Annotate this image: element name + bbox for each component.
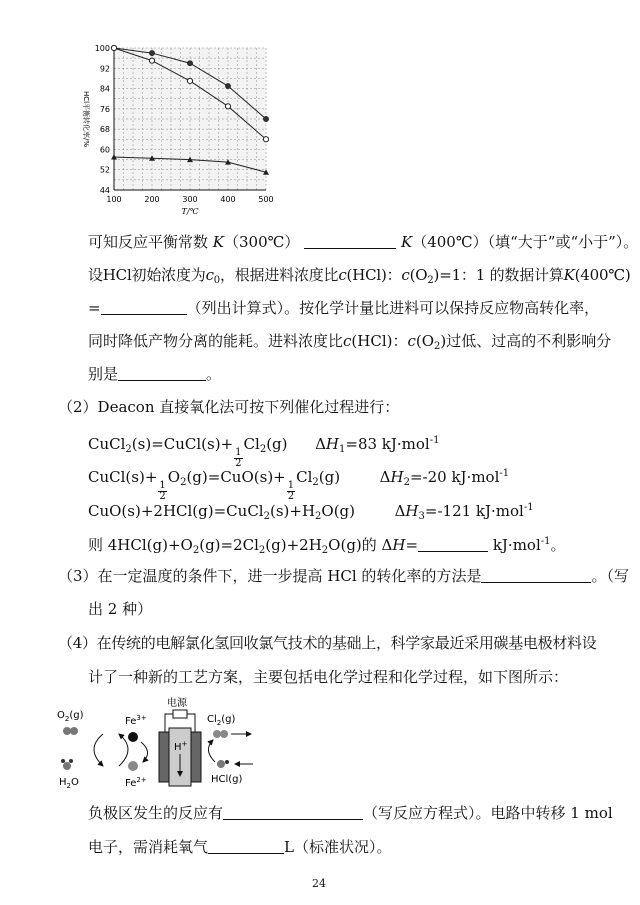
data-point [187, 78, 192, 83]
eq-text: 。 [550, 536, 566, 554]
answer-blank[interactable] [304, 234, 396, 249]
eq-sub: 2 [125, 444, 132, 455]
cl2-molecule-icon [220, 730, 228, 738]
data-point [225, 83, 230, 88]
q1-text: (HCl)： [346, 266, 402, 284]
data-point [263, 137, 268, 142]
electrolysis-diagram [55, 694, 275, 794]
q1-text: )过低、过高的不利影响分 [440, 332, 612, 350]
q1-text: 。 [206, 365, 222, 383]
frac-num: 1 [235, 447, 242, 458]
q1-line-4 [88, 331, 611, 357]
q1-text: 同时降低产物分离的能耗。进料浓度比 [88, 332, 344, 350]
q3-text: （3）在一定温度的条件下，进一步提高 HCl 的转化率的方法是 [58, 567, 482, 585]
y-tick-label: 60 [99, 145, 110, 155]
q4-line-4 [88, 837, 391, 857]
frac-den: 2 [159, 491, 166, 502]
eq-sup: -1 [429, 435, 440, 446]
eq-text: (g) [318, 468, 341, 486]
y-axis-label: HCl平衡转化率/% [82, 90, 90, 148]
y-tick-label: 84 [99, 84, 110, 94]
eq-sub: 2 [258, 545, 266, 556]
eq-sup: -1 [499, 468, 510, 479]
eq-sub: 3 [418, 511, 425, 522]
eq-sub: 2 [180, 477, 187, 488]
q1-var: c [343, 332, 352, 350]
hcl-molecule-icon [217, 760, 225, 768]
q4-text: 电子，需消耗氧气 [88, 838, 209, 856]
q3-line-2 [88, 599, 152, 619]
answer-blank[interactable] [418, 537, 488, 552]
q1-k: K [400, 233, 413, 251]
eq-text: =83 kJ·mol [345, 435, 430, 453]
q4-text: L（标准状况）。 [284, 838, 392, 856]
eq-text: CuO(s)+2HCl(g)=CuCl [88, 502, 264, 520]
q1-text: )=1：1 的数据计算 [433, 266, 564, 284]
conversion-chart [60, 30, 290, 220]
eq-var: H [325, 435, 339, 453]
data-point [111, 45, 116, 50]
q4-line-1 [58, 633, 596, 653]
o2-molecule-icon [63, 727, 71, 735]
q1-text: (400℃) [574, 266, 631, 284]
answer-blank[interactable] [481, 568, 591, 583]
x-axis-label: T/℃ [181, 207, 199, 216]
page-number: 24 [312, 877, 326, 890]
y-tick-label: 68 [99, 125, 110, 135]
eq-sup: -1 [540, 536, 551, 547]
eq-text: (g)+2H [265, 536, 322, 554]
h-plus-label: H+ [174, 740, 188, 753]
q1-text: 别是 [88, 365, 119, 383]
electrode-arrow [141, 742, 148, 762]
power-label: 电源 [167, 698, 187, 709]
q1-k: K [212, 233, 224, 251]
q1-var: c [407, 332, 416, 350]
answer-blank[interactable] [101, 300, 187, 315]
eq-text: 则 4HCl(g)+O [88, 536, 193, 554]
q1-text: ，根据进料浓度比 [219, 266, 339, 284]
y-tick-label: 92 [99, 64, 110, 74]
q1-line-5 [88, 364, 221, 384]
y-tick-label: 100 [94, 44, 110, 53]
fe3-label: $Fe^{3+}$ [125, 714, 147, 727]
x-tick-label: 200 [144, 195, 160, 204]
hcl-molecule-icon [225, 760, 229, 764]
q2-eq4 [88, 532, 566, 561]
q4-text: （写反应方程式）。电路中转移 1 mol [363, 804, 613, 822]
q1-line-2 [88, 265, 631, 291]
q1-var: c [401, 266, 410, 284]
q1-line-1 [88, 232, 638, 252]
eq-sub: 2 [192, 545, 200, 556]
cl2-label: $Cl_2(g)$ [207, 714, 236, 727]
q1-var: c [338, 266, 347, 284]
cl2-molecule-icon [213, 730, 221, 738]
eq-sub: 1 [339, 444, 346, 455]
fe3-ion-icon [128, 732, 138, 742]
fe2-label: $Fe^{2+}$ [125, 776, 147, 789]
y-tick-label: 52 [99, 165, 110, 175]
fe2-ion-icon [128, 761, 138, 771]
eq-text: O(g)的 Δ [328, 536, 393, 554]
eq-text: (g)=CuO(s)+ [186, 468, 286, 486]
q2-text: （2）Deacon 直接氧化法可按下列催化过程进行： [58, 398, 400, 416]
eq-sup: -1 [523, 502, 534, 513]
eq-text: O(g) [321, 502, 356, 520]
x-tick-label: 500 [258, 195, 274, 204]
eq-text: (s)=CuCl(s)+ [131, 435, 234, 453]
eq-text: =-121 kJ·mol [424, 502, 524, 520]
eq-text: = [405, 536, 419, 554]
q1-text: （列出计算式）。按化学计量比进料可以保持反应物高转化率， [186, 299, 600, 317]
q2-eq2 [88, 464, 509, 502]
eq-text: (g) [266, 435, 288, 453]
eq-text: CuCl(s)+ [88, 468, 158, 486]
eq-var: H [405, 502, 419, 520]
q1-text: 设HCl初始浓度为 [88, 266, 206, 284]
eq-text: (s)+H [269, 502, 316, 520]
q4-line-3 [88, 803, 613, 823]
data-point [263, 116, 268, 121]
hcl-label: HCl(g) [211, 774, 243, 785]
q4-text: （4）在传统的电解氯化氢回收氯气技术的基础上，科学家最近采用碳基电极材料设 [58, 634, 597, 652]
q4-text: 计了一种新的工艺方案，主要包括电化学过程和化学过程，如下图所示： [88, 668, 569, 686]
left-electrode [159, 732, 169, 782]
eq-text: O [167, 468, 181, 486]
q3-line-1 [58, 566, 629, 586]
data-point [149, 50, 154, 55]
eq-sub: 2 [312, 477, 319, 488]
q1-sub: 0 [213, 275, 220, 286]
eq-sub: 2 [315, 511, 322, 522]
answer-blank[interactable] [118, 366, 206, 381]
data-point [149, 58, 154, 63]
power-supply-icon [173, 710, 187, 718]
eq-var: H [392, 536, 406, 554]
q1-text: （300℃） [224, 233, 300, 251]
eq-text: Cl [243, 435, 260, 453]
q1-text: = [88, 299, 101, 317]
h2o-molecule-icon [63, 762, 71, 770]
eq-text: =-20 kJ·mol [409, 468, 500, 486]
q1-line-3 [88, 298, 599, 318]
frac-den: 2 [235, 458, 242, 469]
q1-var: c [205, 266, 214, 284]
q1-var: K [563, 266, 575, 284]
eq-text: CuCl [88, 435, 126, 453]
eq-sub: 2 [403, 477, 410, 488]
q2-eq3 [88, 498, 534, 527]
q2-intro [58, 397, 399, 417]
frac-num: 1 [287, 480, 295, 491]
q4-text: 负极区发生的反应有 [88, 804, 224, 822]
eq-text: Δ [315, 435, 326, 453]
q4-line-2 [88, 667, 568, 687]
q3-text: 出 2 种） [88, 600, 153, 618]
right-electrode [191, 732, 201, 782]
x-tick-label: 400 [220, 195, 236, 204]
q3-text: 。（写 [591, 567, 629, 585]
eq-text: Cl [296, 468, 313, 486]
frac-den: 2 [287, 491, 295, 502]
h2o-molecule-icon [61, 759, 65, 763]
x-tick-label: 100 [106, 195, 122, 204]
left-cycle-arrow [94, 734, 103, 766]
right-cycle-arrow [208, 740, 215, 762]
data-point [225, 104, 230, 109]
q1-sub: 2 [427, 275, 434, 286]
y-tick-label: 44 [99, 186, 110, 195]
answer-blank[interactable] [208, 839, 284, 854]
frac-num: 1 [159, 480, 166, 491]
x-tick-label: 300 [182, 195, 198, 204]
eq-sub: 2 [259, 444, 267, 455]
q1-text: 可知反应平衡常数 [88, 233, 213, 251]
eq-text: (g)=2Cl [199, 536, 259, 554]
q1-text: (HCl)： [351, 332, 408, 350]
eq-text: kJ·mol [488, 536, 541, 554]
answer-blank[interactable] [223, 805, 363, 820]
eq-sub: 2 [321, 545, 329, 556]
q1-text: (O [415, 332, 435, 350]
h2o-label: $H_2O$ [59, 777, 79, 790]
eq-var: H [390, 468, 404, 486]
h2o-molecule-icon [69, 759, 73, 763]
q1-text: (O [409, 266, 428, 284]
data-point [187, 61, 192, 66]
q1-sub: 2 [434, 341, 441, 352]
y-tick-label: 76 [99, 104, 110, 114]
eq-text: Δ [379, 468, 391, 486]
o2-molecule-icon [70, 727, 78, 735]
eq-sub: 2 [263, 511, 270, 522]
o2-label: $O_2(g)$ [57, 710, 84, 723]
left-cycle-arrow [119, 734, 128, 766]
eq-text: Δ [394, 502, 406, 520]
q1-text: （400℃）（填“大于”或“小于”）。 [412, 233, 639, 251]
